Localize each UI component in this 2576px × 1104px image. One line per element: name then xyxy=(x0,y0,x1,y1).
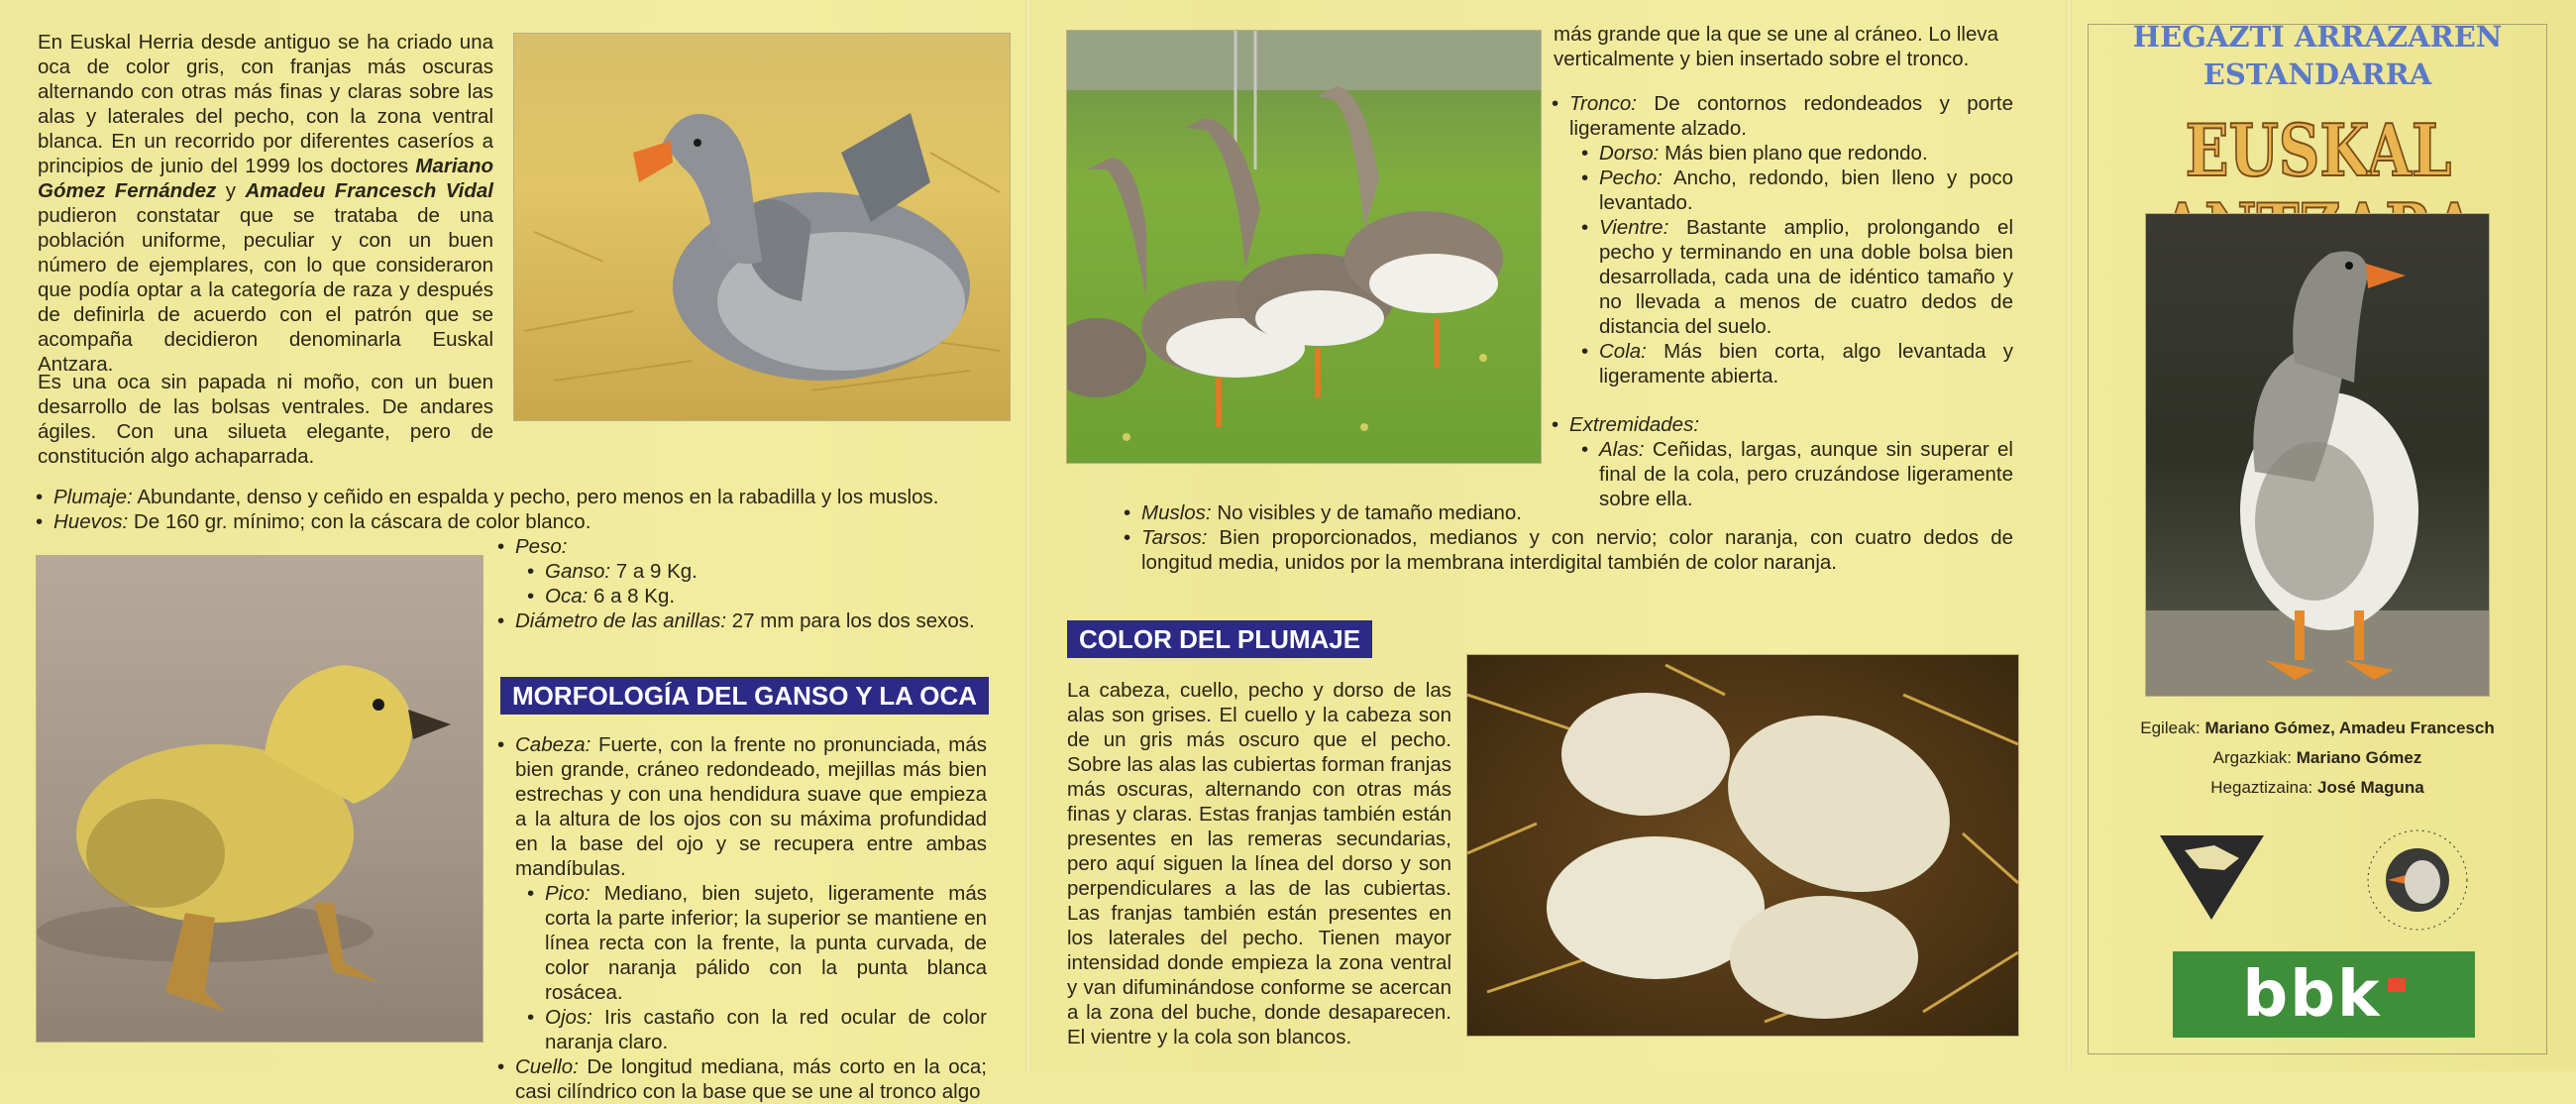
geese-group-photo xyxy=(1066,30,1542,464)
list-subitem xyxy=(497,584,1013,608)
list-subitem xyxy=(497,559,1013,584)
list-subitem xyxy=(1552,339,2013,388)
list-item xyxy=(36,509,1017,534)
list-item-label: Alas: xyxy=(1599,438,1645,461)
list-item-text: 27 mm para los dos sexos. xyxy=(726,609,975,632)
continued-text xyxy=(1554,22,2013,71)
intro-text: En Euskal Herria desde antiguo se ha criado una oca de color gris, con franjas más oscuras alternando con otras más finas y claras sobre las alas y laterales del pecho, con la zona ventral blanca. En un recorrido por diferentes caseríos a principios de junio del 1999 los doctores xyxy=(38,31,493,177)
section-heading: MORFOLOGÍA DEL GANSO Y LA OCA xyxy=(500,677,989,715)
list-item xyxy=(1552,412,2013,437)
list-item-text: No visibles y de tamaño mediano. xyxy=(1211,501,1522,524)
eggs-photo xyxy=(1466,654,2019,1037)
list-item-label: Peso: xyxy=(515,535,568,558)
list-item-text: Mediano, bien sujeto, ligeramente más corta la parte inferior; la superior se mantiene en línea recta con la frente, la punta curvada, de color naranja pálido con la punta blanca rosácea. xyxy=(545,882,987,1004)
credit-value: Mariano Gómez xyxy=(2296,748,2422,767)
description-text: Es una oca sin papada ni moño, con un buen desarrollo de las bolsas ventrales. De andares ágiles. Con una silueta elegante, pero de constitución algo achaparrada. xyxy=(38,371,493,468)
list-item-text: Más bien plano que redondo. xyxy=(1659,142,1928,165)
list-item-text: Ancho, redondo, bien lleno y poco levantado. xyxy=(1599,166,2013,214)
cover-title: EUSKAL xyxy=(2185,108,2452,192)
intro-paragraph xyxy=(38,30,493,377)
list-item-text: Iris castaño con la red ocular de color naranja claro. xyxy=(545,1006,987,1053)
list-item-label: Tronco: xyxy=(1569,92,1637,115)
credit-line xyxy=(2088,714,2547,743)
paragraph-text: La cabeza, cuello, pecho y dorso de las alas son grises. El cuello y la cabeza son de un gris más oscuro que el pecho. Sobre las alas las cubiertas forman franjas más oscuras, alternando con otras más finas y claras. Estas franjas también están presentes en las remeras secundarias, pero aquí siguen la línea del dorso y son perpendiculares a las de las cubiertas. Las franjas también están presentes en los laterales del pecho. Tienen mayor intensidad donde empieza la zona ventral y van difuminándose conforme se acercan a la zona del buche, donde desaparecen. El vientre y la cola son blancos. xyxy=(1067,679,1451,1049)
list-item-label: Ojos: xyxy=(545,1006,592,1029)
list-item-label: Cola: xyxy=(1599,340,1647,363)
list-item-label: Dorso: xyxy=(1599,142,1660,165)
list-item xyxy=(497,534,1013,559)
peso-list xyxy=(497,534,1013,633)
color-paragraph xyxy=(1067,678,1451,1049)
list-item-label: Plumaje: xyxy=(54,486,133,508)
list-subitem xyxy=(1552,166,2013,215)
list-item-text: Más bien corta, algo levantada y ligeramente abierta. xyxy=(1599,340,2013,387)
list-item xyxy=(497,732,987,881)
gosling-photo xyxy=(36,555,483,1043)
mendi-oilar-logo xyxy=(2358,821,2477,939)
paragraph-text: más grande que la que se une al cráneo. Lo lleva verticalmente y bien insertado sobre el tronco. xyxy=(1554,23,1999,70)
list-item-text: Bastante amplio, prolongando el pecho y terminando en una doble bolsa bien desarrollada, cada una de idéntico tamaño y no llevada a menos de cuatro dedos de distancia del suelo. xyxy=(1599,216,2013,338)
list-subitem xyxy=(1094,500,2013,525)
list-item-label: Diámetro de las anillas: xyxy=(515,609,727,632)
credits xyxy=(2088,714,2547,803)
conjunction: y xyxy=(216,179,246,202)
list-item-label: Vientre: xyxy=(1599,216,1669,239)
list-subitem xyxy=(1552,141,2013,166)
list-item-label: Cuello: xyxy=(515,1055,579,1078)
tronco-list xyxy=(1552,91,2013,511)
list-item-text: De longitud mediana, más corto en la oca; casi cilíndrico con la base que se une al tronco algo xyxy=(515,1055,987,1103)
list-item-label: Ganso: xyxy=(545,560,611,583)
list-subitem xyxy=(497,881,987,1005)
euskal-antzara-logo xyxy=(2155,830,2269,925)
list-item-text: 7 a 9 Kg. xyxy=(610,560,698,583)
list-item xyxy=(36,485,1017,509)
credit-label: Egileak: xyxy=(2140,718,2200,737)
list-subitem xyxy=(1552,215,2013,339)
title-line: HEGAZTI ARRAZAREN xyxy=(2132,20,2503,54)
list-item-label: Tarsos: xyxy=(1141,526,1208,549)
fold-line xyxy=(2066,0,2072,1071)
sponsor-mark xyxy=(2388,978,2406,992)
cover-subtitle xyxy=(2088,18,2547,93)
list-item xyxy=(497,1054,987,1104)
list-item-label: Pico: xyxy=(545,882,590,905)
list-item xyxy=(1552,91,2013,141)
credit-value: José Maguna xyxy=(2317,778,2424,797)
title-line: ESTANDARRA xyxy=(2202,57,2432,91)
list-item-text: Bien proporcionados, medianos y con nervio; color naranja, con cuatro dedos de longitud media, unidos por la membrana interdigital también de color naranja. xyxy=(1141,526,2013,574)
list-item-text: Abundante, denso y ceñido en espalda y pecho, pero menos en la rabadilla y los muslos. xyxy=(132,486,939,508)
credit-line xyxy=(2088,743,2547,773)
intro-text: pudieron constatar que se trataba de una población uniforme, peculiar y con un buen número de ejemplares, con lo que consideraron que podía optar a la categoría de raza y después de definirla de acuerdo con el patrón que se acompaña decidieron denominarla Euskal Antzara. xyxy=(38,204,493,376)
credit-label: Hegaztizaina: xyxy=(2210,778,2313,797)
list-item-label: Muslos: xyxy=(1141,501,1212,524)
list-item-label: Cabeza: xyxy=(515,733,591,756)
credit-line xyxy=(2088,773,2547,803)
goose-photo xyxy=(513,33,1011,421)
list-subitem xyxy=(1094,525,2013,575)
list-item-label: Pecho: xyxy=(1599,166,1663,189)
list-item-text: 6 a 8 Kg. xyxy=(588,585,676,607)
list-item-text: Ceñidas, largas, aunque sin superar el final de la cola, pero cruzándose ligeramente sobre ella. xyxy=(1599,438,2013,510)
list-item-text: De 160 gr. mínimo; con la cáscara de color blanco. xyxy=(128,510,591,533)
plumaje-list xyxy=(36,485,1017,534)
section-heading: COLOR DEL PLUMAJE xyxy=(1067,620,1372,658)
doctor-name: Amadeu Francesch Vidal xyxy=(245,179,493,202)
muslos-list xyxy=(1094,500,2013,575)
sponsor-name: bbk xyxy=(2242,957,2382,1032)
description-paragraph xyxy=(38,370,493,469)
credit-label: Argazkiak: xyxy=(2212,748,2293,767)
list-item xyxy=(497,608,1013,633)
morfologia-list xyxy=(497,732,987,1104)
credit-value: Mariano Gómez, Amadeu Francesch xyxy=(2204,718,2495,737)
bbk-sponsor-logo xyxy=(2173,951,2475,1038)
list-item-label: Oca: xyxy=(545,585,589,607)
list-item-label: Huevos: xyxy=(54,510,129,533)
list-item-label: Extremidades: xyxy=(1569,413,1700,436)
list-item-text: Fuerte, con la frente no pronunciada, más bien grande, cráneo redondeado, mejillas más bien estrechas y con una hendidura suave que empieza a la altura de los ojos con su máxima profundidad en la base del ojo y se recupera entre ambas mandíbulas. xyxy=(515,733,987,880)
list-subitem xyxy=(497,1005,987,1054)
list-item-text: De contornos redondeados y porte ligeramente alzado. xyxy=(1569,92,2013,140)
doctor-name: Mariano Gómez Fernández xyxy=(38,155,493,202)
cover-goose-photo xyxy=(2145,213,2490,697)
fold-line xyxy=(1025,0,1031,1071)
